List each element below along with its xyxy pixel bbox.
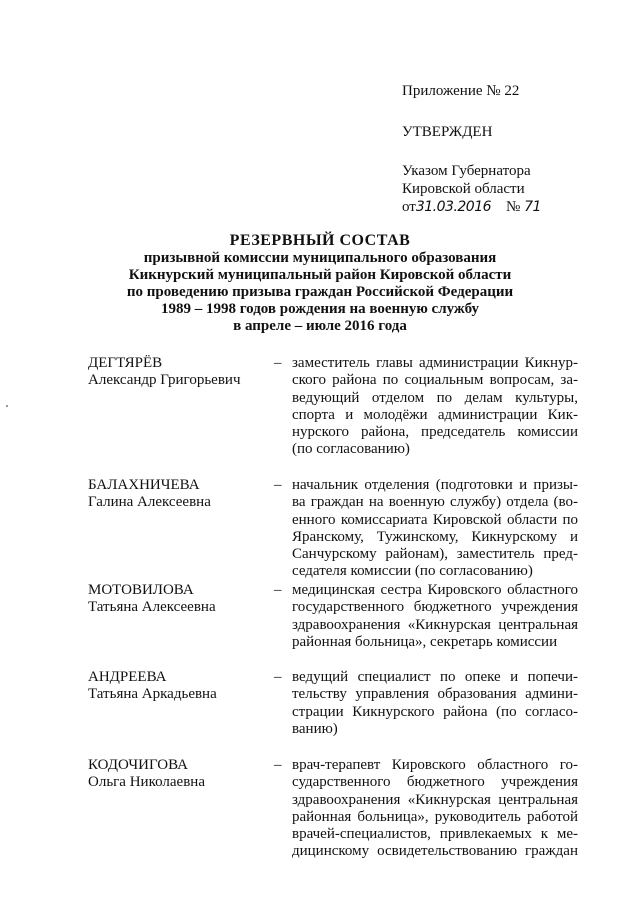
member-surname: МОТОВИЛОВА	[88, 582, 194, 598]
member-surname: АНДРЕЕВА	[88, 669, 167, 685]
dash: –	[274, 757, 282, 773]
dash: –	[274, 582, 282, 598]
role-line: дицинскому освидетельствованию граждан	[292, 843, 578, 860]
member-role	[292, 582, 578, 651]
member-given-name: Татьяна Аркадьевна	[88, 686, 217, 703]
dash: –	[274, 477, 282, 493]
role-line: ведущий специалист по опеке и попечи-	[292, 669, 578, 685]
member-name	[88, 477, 268, 512]
role-line: страции Кикнурского района (по согласо-	[292, 703, 578, 720]
document-title: РЕЗЕРВНЫЙ СОСТАВ	[229, 232, 411, 249]
decree-line-1: Указом Губернатора	[402, 163, 531, 179]
role-line: начальник отделения (подготовки и призы-	[292, 477, 578, 493]
role-line: медицинская сестра Кировского областного	[292, 582, 578, 598]
handwritten-number: 71	[524, 199, 541, 215]
appendix-number: Приложение № 22	[402, 83, 520, 99]
member-role	[292, 757, 578, 861]
member-name	[88, 669, 268, 704]
role-line: ведующий отделом по делам культуры,	[292, 389, 578, 406]
member-role	[292, 669, 578, 738]
role-line: Яранскому, Тужинскому, Кикнурскому и	[292, 528, 578, 545]
role-line: спорта и молодёжи администрации Кик-	[292, 406, 578, 423]
heading-line: 1989 – 1998 годов рождения на военную службу	[160, 301, 480, 317]
member-surname: БАЛАХНИЧЕВА	[88, 477, 200, 493]
member-name	[88, 757, 268, 792]
role-line: районная больница», секретарь комиссии	[292, 633, 558, 650]
heading-line: Кикнурский муниципальный район Кировской области	[128, 267, 512, 283]
member-given-name: Александр Григорьевич	[88, 372, 241, 389]
role-line: (по согласованию)	[292, 441, 410, 458]
member-name	[88, 582, 268, 617]
approved-label: УТВЕРЖДЕН	[402, 124, 493, 140]
heading-line: в апреле – июле 2016 года	[233, 318, 407, 334]
role-line: ванию)	[292, 720, 338, 737]
role-line: сударственного бюджетного учреждения	[292, 774, 578, 791]
member-given-name: Татьяна Алексеевна	[88, 599, 216, 616]
role-line: енного комиссариата Кировской области по	[292, 511, 578, 528]
decree-line-2: Кировской области	[402, 181, 525, 197]
role-line: государственного бюджетного учреждения	[292, 599, 578, 616]
member-surname: КОДОЧИГОВА	[88, 757, 189, 773]
handwritten-date: 31.03.2016	[415, 199, 492, 215]
role-line: Санчурскому районам), заместитель пред-	[292, 546, 578, 563]
scan-speck	[6, 405, 8, 407]
member-surname: ДЕГТЯРЁВ	[88, 355, 163, 371]
role-line: врач-терапевт Кировского областного го-	[292, 757, 578, 773]
role-line: тельству управления образования админи-	[292, 686, 578, 703]
document-heading	[40, 232, 600, 335]
decree-date-line	[402, 198, 632, 216]
role-line: ского района по социальным вопросам, за-	[292, 372, 578, 389]
number-prefix: №	[506, 199, 521, 215]
role-line: врачей-специалистов, привлекаемых к ме-	[292, 826, 578, 843]
approval-block	[402, 82, 632, 216]
member-given-name: Ольга Николаевна	[88, 774, 205, 791]
member-role	[292, 477, 578, 581]
role-line: районная больница», руководитель работой	[292, 808, 578, 825]
date-prefix: от	[402, 199, 416, 215]
role-line: седателя комиссии (по согласованию)	[292, 563, 533, 580]
heading-line: по проведению призыва граждан Российской Федерации	[126, 284, 514, 300]
dash: –	[274, 669, 282, 685]
member-role	[292, 355, 578, 459]
dash: –	[274, 355, 282, 371]
role-line: здравоохранения «Кикнурская центральная	[292, 791, 578, 808]
role-line: нурского района, председатель комиссии	[292, 424, 578, 441]
member-given-name: Галина Алексеевна	[88, 494, 211, 511]
role-line: здравоохранения «Кикнурская центральная	[292, 616, 578, 633]
role-line: ва граждан на военную службу) отдела (во-	[292, 494, 578, 511]
member-name	[88, 355, 268, 390]
heading-line: призывной комиссии муниципального образования	[143, 250, 497, 266]
role-line: заместитель главы администрации Кикнур-	[292, 355, 578, 371]
